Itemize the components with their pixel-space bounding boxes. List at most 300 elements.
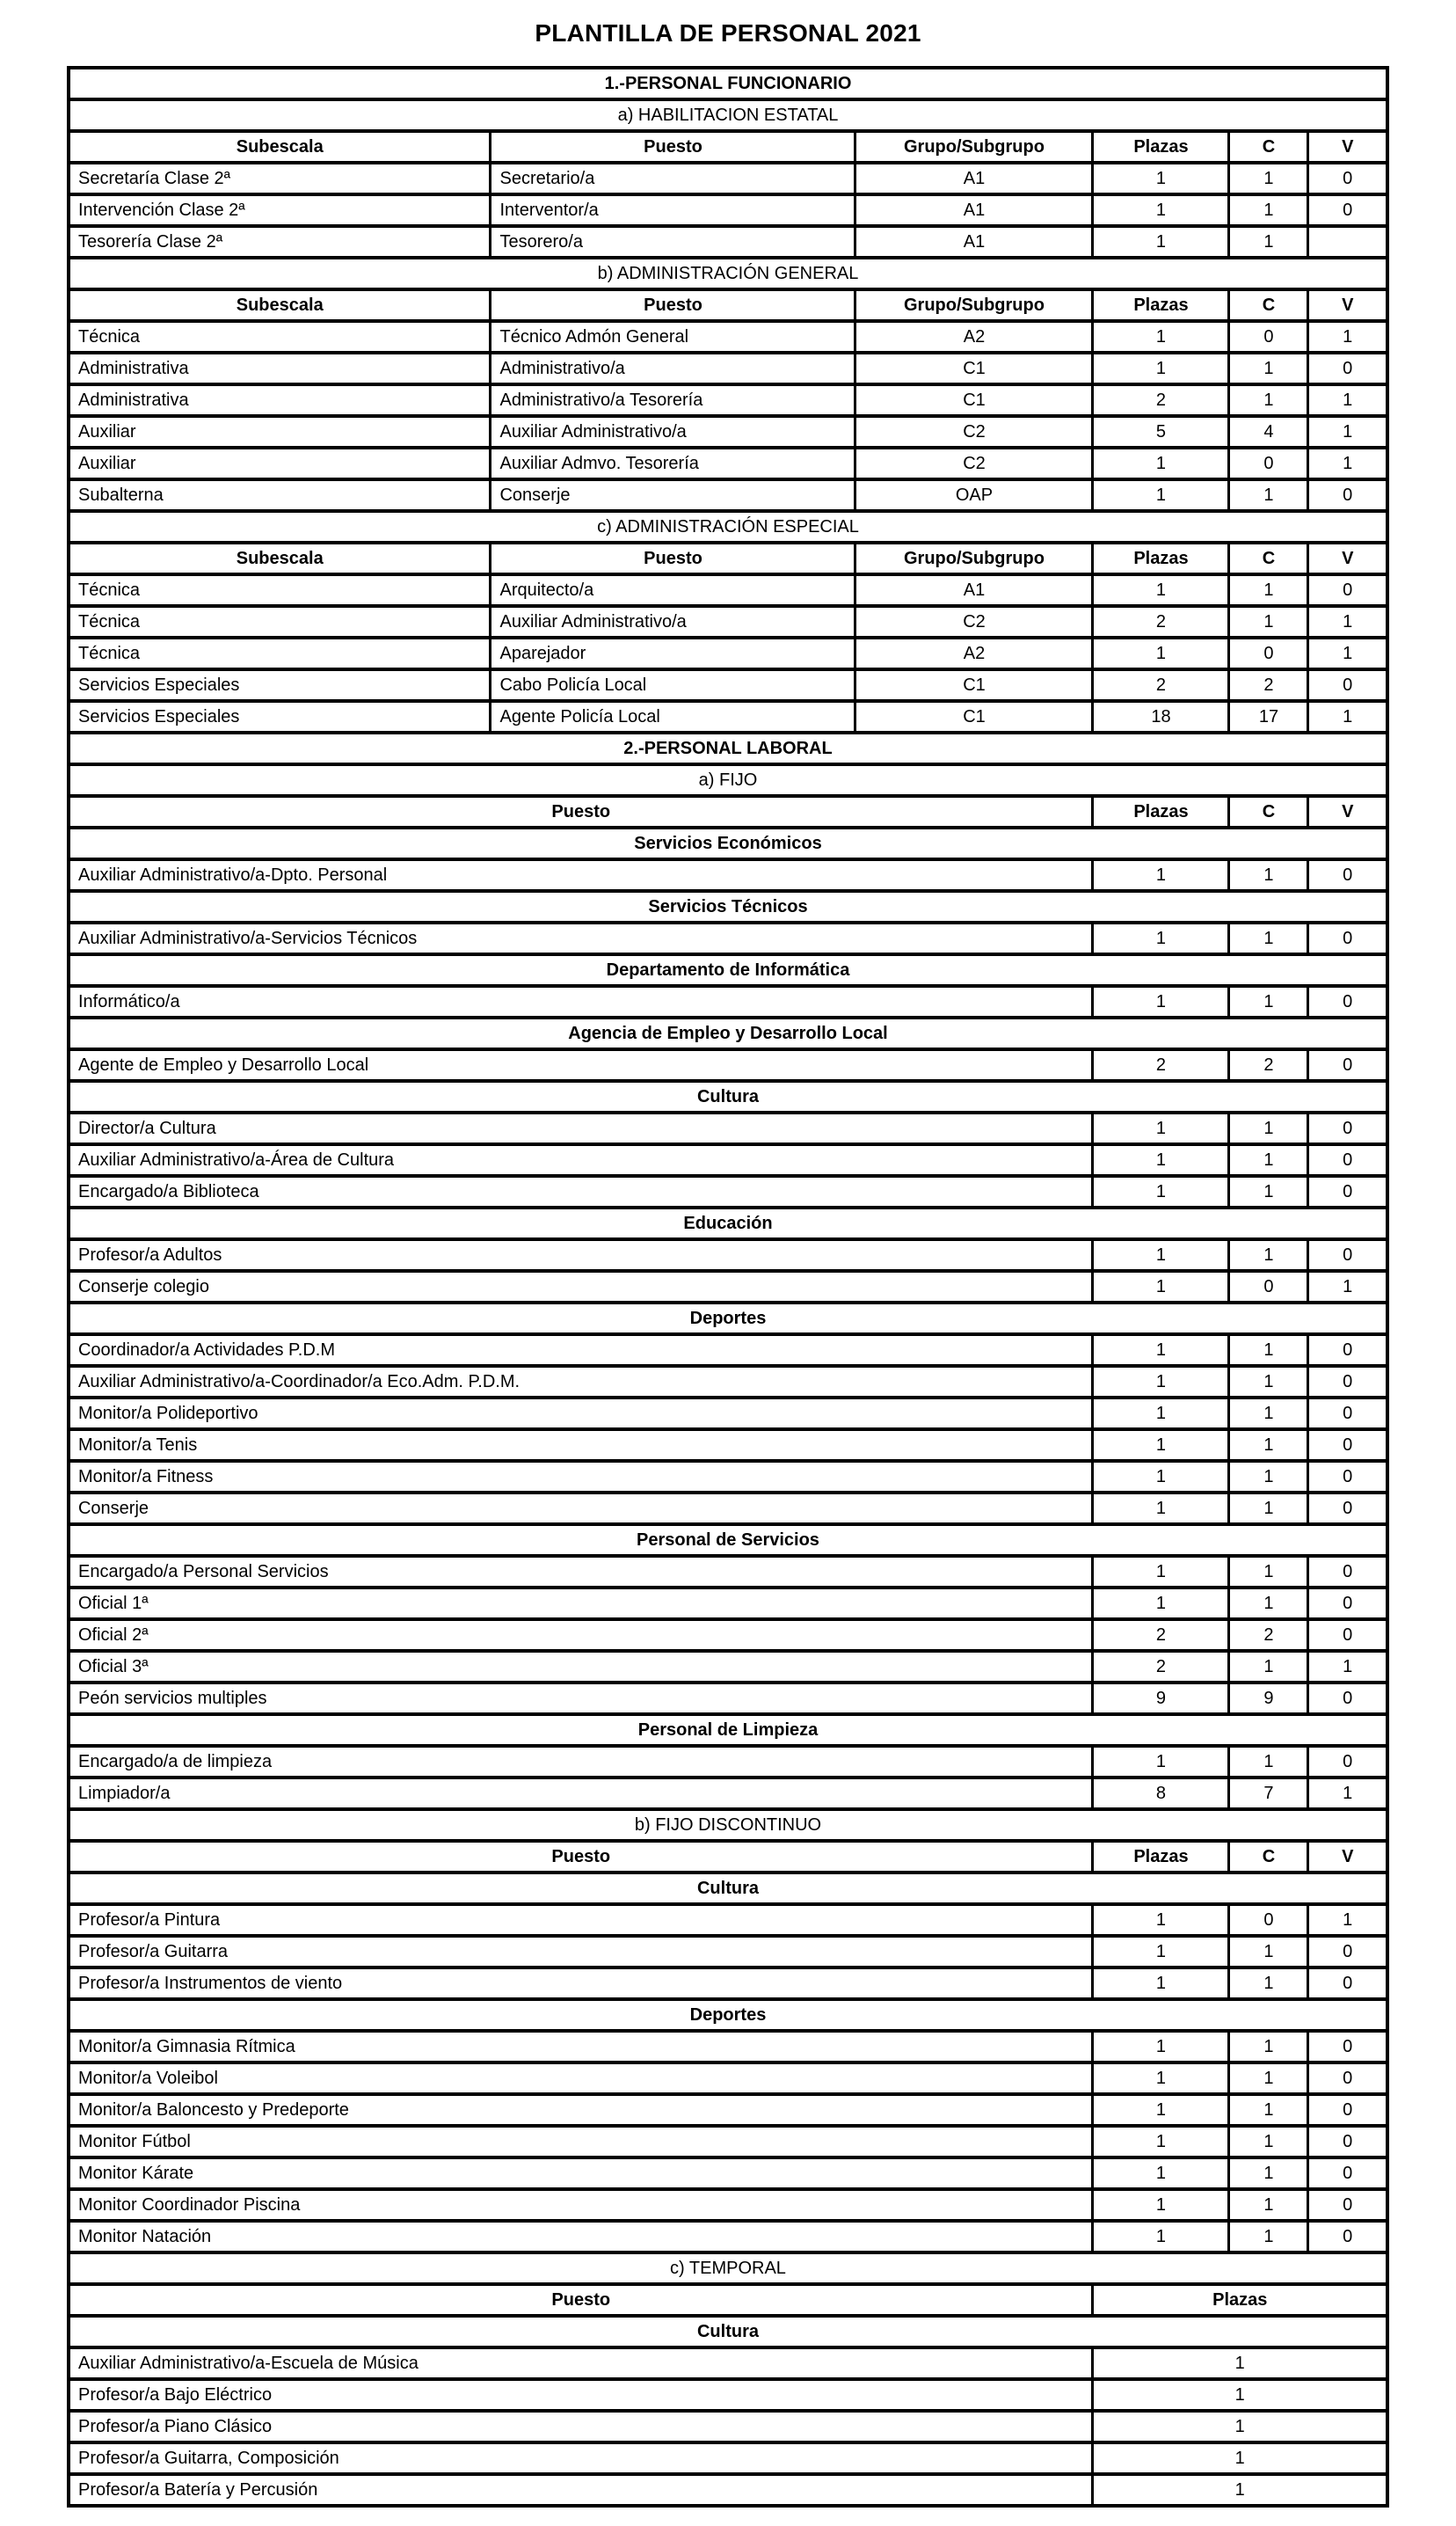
category-title: Agencia de Empleo y Desarrollo Local	[69, 1018, 1387, 1049]
cell-2: C1	[855, 701, 1093, 733]
cell-1: 1	[1093, 1366, 1229, 1398]
cell-5: 1	[1308, 384, 1387, 416]
cell-3: 1	[1093, 574, 1229, 606]
column-header-0: Subescala	[69, 131, 491, 163]
subsection-title: c) TEMPORAL	[69, 2252, 1387, 2284]
cell-0: Profesor/a Adultos	[69, 1239, 1093, 1271]
cell-0: Auxiliar	[69, 448, 491, 479]
cell-4: 1	[1229, 574, 1308, 606]
cell-4: 1	[1229, 163, 1308, 194]
table-row-category	[69, 1999, 1387, 2031]
table-row-data6	[69, 416, 1387, 448]
cell-2: C1	[855, 353, 1093, 384]
cell-0: Monitor/a Gimnasia Rítmica	[69, 2031, 1093, 2062]
cell-1: Interventor/a	[491, 194, 855, 226]
cell-2: 1	[1229, 2189, 1308, 2221]
cell-0: Auxiliar Administrativo/a-Servicios Técnicos	[69, 923, 1093, 954]
table-row-data4	[69, 2031, 1387, 2062]
table-row-category	[69, 1714, 1387, 1746]
cell-0: Técnica	[69, 321, 491, 353]
cell-0: Profesor/a Instrumentos de viento	[69, 1968, 1093, 1999]
cell-3: 0	[1308, 923, 1387, 954]
table-row-data4	[69, 1049, 1387, 1081]
cell-5: 0	[1308, 194, 1387, 226]
column-header-4: C	[1229, 543, 1308, 574]
cell-4: 1	[1229, 194, 1308, 226]
cell-0: Oficial 2ª	[69, 1619, 1093, 1651]
cell-1: 2	[1093, 1651, 1229, 1683]
cell-1: 1	[1093, 1398, 1229, 1429]
table-row-data6	[69, 479, 1387, 511]
staff-table	[67, 66, 1389, 2508]
cell-4: 1	[1229, 384, 1308, 416]
cell-1: 8	[1093, 1778, 1229, 1809]
cell-1: 1	[1093, 859, 1229, 891]
table-row-data4	[69, 1904, 1387, 1936]
column-header-1: Plazas	[1093, 796, 1229, 828]
table-row-category	[69, 1873, 1387, 1904]
table-row-category	[69, 1524, 1387, 1556]
category-title: Servicios Económicos	[69, 828, 1387, 859]
cell-3: 0	[1308, 1936, 1387, 1968]
table-row-subsection	[69, 764, 1387, 796]
table-row-data4	[69, 1778, 1387, 1809]
subsection-title: a) HABILITACION ESTATAL	[69, 99, 1387, 131]
cell-3: 2	[1093, 384, 1229, 416]
cell-1: Auxiliar Admvo. Tesorería	[491, 448, 855, 479]
column-header-0: Subescala	[69, 543, 491, 574]
cell-2: 1	[1229, 1144, 1308, 1176]
cell-3: 0	[1308, 1619, 1387, 1651]
cell-2: 1	[1229, 2031, 1308, 2062]
cell-1: Tesorero/a	[491, 226, 855, 258]
cell-0: Encargado/a Biblioteca	[69, 1176, 1093, 1208]
table-row-data6	[69, 353, 1387, 384]
cell-0: Oficial 1ª	[69, 1588, 1093, 1619]
cell-0: Técnica	[69, 638, 491, 669]
cell-4: 0	[1229, 638, 1308, 669]
cell-2: 1	[1229, 2157, 1308, 2189]
cell-3: 2	[1093, 606, 1229, 638]
cell-4: 0	[1229, 448, 1308, 479]
category-title: Departamento de Informática	[69, 954, 1387, 986]
cell-1: 2	[1093, 1619, 1229, 1651]
table-row-data4	[69, 2221, 1387, 2252]
cell-1: 1	[1093, 1113, 1229, 1144]
cell-2: 1	[1229, 1968, 1308, 1999]
cell-3: 0	[1308, 1334, 1387, 1366]
table-row-data4	[69, 2062, 1387, 2094]
column-header-5: V	[1308, 131, 1387, 163]
table-row-data4	[69, 1746, 1387, 1778]
category-title: Personal de Limpieza	[69, 1714, 1387, 1746]
cell-1: 1	[1093, 2189, 1229, 2221]
table-row-data6	[69, 669, 1387, 701]
table-row-data4	[69, 1619, 1387, 1651]
cell-2: 2	[1229, 1619, 1308, 1651]
cell-3: 0	[1308, 1493, 1387, 1524]
cell-4: 4	[1229, 416, 1308, 448]
subsection-title: b) ADMINISTRACIÓN GENERAL	[69, 258, 1387, 289]
table-row-data4	[69, 1936, 1387, 1968]
column-header-1: Puesto	[491, 131, 855, 163]
cell-1: 1	[1093, 2062, 1229, 2094]
cell-2: 1	[1229, 1588, 1308, 1619]
cell-2: 1	[1229, 1176, 1308, 1208]
cell-1: 1	[1093, 1493, 1229, 1524]
table-row-data4	[69, 1556, 1387, 1588]
cell-0: Técnica	[69, 606, 491, 638]
cell-3: 5	[1093, 416, 1229, 448]
cell-2: 1	[1229, 1113, 1308, 1144]
cell-3: 1	[1093, 226, 1229, 258]
cell-3: 0	[1308, 2062, 1387, 2094]
cell-1: 1	[1093, 1746, 1229, 1778]
cell-5: 1	[1308, 448, 1387, 479]
cell-1: Auxiliar Administrativo/a	[491, 606, 855, 638]
cell-1: 1	[1093, 2157, 1229, 2189]
column-header-1: Puesto	[491, 543, 855, 574]
table-row-data4	[69, 1683, 1387, 1714]
table-row-data4	[69, 1239, 1387, 1271]
section-title: 1.-PERSONAL FUNCIONARIO	[69, 68, 1387, 99]
table-row-data4	[69, 1429, 1387, 1461]
cell-5: 0	[1308, 479, 1387, 511]
column-header-3: V	[1308, 796, 1387, 828]
cell-3: 0	[1308, 2031, 1387, 2062]
column-header-5: V	[1308, 289, 1387, 321]
cell-3: 0	[1308, 2157, 1387, 2189]
cell-3: 2	[1093, 669, 1229, 701]
cell-2: 9	[1229, 1683, 1308, 1714]
table-row-data4	[69, 1398, 1387, 1429]
cell-3: 18	[1093, 701, 1229, 733]
cell-2: OAP	[855, 479, 1093, 511]
table-row-category	[69, 891, 1387, 923]
cell-1: Auxiliar Administrativo/a	[491, 416, 855, 448]
cell-2: 1	[1229, 1936, 1308, 1968]
cell-3: 1	[1093, 638, 1229, 669]
cell-1: 1	[1093, 2094, 1229, 2126]
cell-0: Informático/a	[69, 986, 1093, 1018]
cell-1: 1	[1093, 1588, 1229, 1619]
table-row-data4	[69, 2157, 1387, 2189]
cell-3: 1	[1308, 1651, 1387, 1683]
cell-0: Director/a Cultura	[69, 1113, 1093, 1144]
cell-3: 0	[1308, 1239, 1387, 1271]
cell-2: 1	[1229, 1461, 1308, 1493]
section-title: 2.-PERSONAL LABORAL	[69, 733, 1387, 764]
cell-2: C1	[855, 669, 1093, 701]
column-header-2: Grupo/Subgrupo	[855, 131, 1093, 163]
cell-2: A2	[855, 321, 1093, 353]
cell-4: 2	[1229, 669, 1308, 701]
cell-2: 1	[1229, 1556, 1308, 1588]
cell-1: 1	[1093, 2442, 1387, 2474]
cell-0: Limpiador/a	[69, 1778, 1093, 1809]
table-row-category	[69, 1208, 1387, 1239]
cell-3: 0	[1308, 1366, 1387, 1398]
cell-2: 1	[1229, 1493, 1308, 1524]
cell-0: Administrativa	[69, 384, 491, 416]
table-row-subsection	[69, 258, 1387, 289]
cell-2: 2	[1229, 1049, 1308, 1081]
cell-0: Servicios Especiales	[69, 669, 491, 701]
table-row-data4	[69, 1461, 1387, 1493]
cell-3: 1	[1093, 321, 1229, 353]
cell-5: 0	[1308, 669, 1387, 701]
table-row-data4	[69, 859, 1387, 891]
cell-2: C1	[855, 384, 1093, 416]
cell-1: 1	[1093, 923, 1229, 954]
cell-0: Oficial 3ª	[69, 1651, 1093, 1683]
table-row-category	[69, 1018, 1387, 1049]
cell-3: 0	[1308, 1049, 1387, 1081]
table-row-data4	[69, 1493, 1387, 1524]
cell-1: 1	[1093, 1144, 1229, 1176]
category-title: Deportes	[69, 1999, 1387, 2031]
column-header-4: C	[1229, 131, 1308, 163]
cell-1: 1	[1093, 1271, 1229, 1303]
cell-0: Profesor/a Bajo Eléctrico	[69, 2379, 1093, 2411]
page-title: PLANTILLA DE PERSONAL 2021	[535, 19, 921, 47]
column-header-1: Plazas	[1093, 1841, 1229, 1873]
cell-0: Auxiliar Administrativo/a-Dpto. Personal	[69, 859, 1093, 891]
column-header-1: Puesto	[491, 289, 855, 321]
cell-1: Administrativo/a Tesorería	[491, 384, 855, 416]
cell-1: 2	[1093, 1049, 1229, 1081]
subsection-title: c) ADMINISTRACIÓN ESPECIAL	[69, 511, 1387, 543]
cell-5: 0	[1308, 163, 1387, 194]
column-header-3: Plazas	[1093, 289, 1229, 321]
table-row-data6	[69, 226, 1387, 258]
cell-1: Técnico Admón General	[491, 321, 855, 353]
cell-5: 1	[1308, 638, 1387, 669]
cell-2: 1	[1229, 1651, 1308, 1683]
table-row-header6	[69, 543, 1387, 574]
cell-0: Subalterna	[69, 479, 491, 511]
cell-0: Encargado/a de limpieza	[69, 1746, 1093, 1778]
category-title: Cultura	[69, 1873, 1387, 1904]
column-header-2: C	[1229, 796, 1308, 828]
table-row-data6	[69, 606, 1387, 638]
cell-1: 1	[1093, 2031, 1229, 2062]
cell-4: 17	[1229, 701, 1308, 733]
cell-0: Profesor/a Pintura	[69, 1904, 1093, 1936]
table-row-subsection	[69, 99, 1387, 131]
cell-2: 1	[1229, 2062, 1308, 2094]
cell-2: 1	[1229, 1334, 1308, 1366]
cell-0: Profesor/a Guitarra, Composición	[69, 2442, 1093, 2474]
table-row-data6	[69, 321, 1387, 353]
cell-4: 0	[1229, 321, 1308, 353]
table-row-header6	[69, 131, 1387, 163]
cell-0: Monitor Coordinador Piscina	[69, 2189, 1093, 2221]
table-row-data6	[69, 701, 1387, 733]
cell-3: 0	[1308, 1461, 1387, 1493]
cell-1: Secretario/a	[491, 163, 855, 194]
table-row-data4	[69, 986, 1387, 1018]
cell-3: 1	[1093, 448, 1229, 479]
cell-1: 1	[1093, 2474, 1387, 2506]
cell-4: 1	[1229, 353, 1308, 384]
table-row-data2	[69, 2411, 1387, 2442]
cell-4: 1	[1229, 479, 1308, 511]
cell-3: 0	[1308, 1144, 1387, 1176]
table-row-data6	[69, 384, 1387, 416]
cell-1: 1	[1093, 1461, 1229, 1493]
cell-5: 0	[1308, 574, 1387, 606]
column-header-5: V	[1308, 543, 1387, 574]
cell-1: 1	[1093, 1176, 1229, 1208]
table-row-data6	[69, 163, 1387, 194]
cell-1: 9	[1093, 1683, 1229, 1714]
table-row-section	[69, 733, 1387, 764]
cell-3: 1	[1093, 479, 1229, 511]
cell-0: Secretaría Clase 2ª	[69, 163, 491, 194]
table-row-data2	[69, 2474, 1387, 2506]
cell-4: 1	[1229, 606, 1308, 638]
category-title: Educación	[69, 1208, 1387, 1239]
cell-0: Tesorería Clase 2ª	[69, 226, 491, 258]
cell-2: 1	[1229, 1746, 1308, 1778]
cell-2: 1	[1229, 923, 1308, 954]
cell-1: Conserje	[491, 479, 855, 511]
table-row-data6	[69, 638, 1387, 669]
cell-3: 0	[1308, 2189, 1387, 2221]
cell-2: 1	[1229, 2221, 1308, 2252]
cell-3: 0	[1308, 1398, 1387, 1429]
cell-1: 1	[1093, 1936, 1229, 1968]
cell-1: 1	[1093, 2411, 1387, 2442]
cell-1: 1	[1093, 1968, 1229, 1999]
subsection-title: b) FIJO DISCONTINUO	[69, 1809, 1387, 1841]
cell-3: 1	[1093, 194, 1229, 226]
cell-0: Monitor/a Baloncesto y Predeporte	[69, 2094, 1093, 2126]
column-header-2: Grupo/Subgrupo	[855, 543, 1093, 574]
cell-0: Auxiliar	[69, 416, 491, 448]
cell-2: 1	[1229, 1398, 1308, 1429]
cell-0: Auxiliar Administrativo/a-Escuela de Música	[69, 2347, 1093, 2379]
cell-2: 1	[1229, 1366, 1308, 1398]
cell-3: 0	[1308, 1968, 1387, 1999]
column-header-0: Subescala	[69, 289, 491, 321]
cell-0: Auxiliar Administrativo/a-Área de Cultura	[69, 1144, 1093, 1176]
category-title: Cultura	[69, 1081, 1387, 1113]
cell-3: 0	[1308, 2221, 1387, 2252]
category-title: Servicios Técnicos	[69, 891, 1387, 923]
column-header-0: Puesto	[69, 796, 1093, 828]
cell-0: Auxiliar Administrativo/a-Coordinador/a Eco.Adm. P.D.M.	[69, 1366, 1093, 1398]
cell-0: Administrativa	[69, 353, 491, 384]
cell-0: Técnica	[69, 574, 491, 606]
cell-3: 0	[1308, 1429, 1387, 1461]
cell-0: Monitor/a Voleibol	[69, 2062, 1093, 2094]
table-row-data2	[69, 2379, 1387, 2411]
table-row-header2	[69, 2284, 1387, 2316]
cell-3: 0	[1308, 2126, 1387, 2157]
cell-0: Profesor/a Batería y Percusión	[69, 2474, 1093, 2506]
cell-3: 0	[1308, 986, 1387, 1018]
cell-2: 0	[1229, 1904, 1308, 1936]
column-header-3: Plazas	[1093, 543, 1229, 574]
cell-3: 0	[1308, 1683, 1387, 1714]
cell-1: Aparejador	[491, 638, 855, 669]
cell-2: 1	[1229, 1429, 1308, 1461]
cell-2: A1	[855, 163, 1093, 194]
cell-0: Conserje	[69, 1493, 1093, 1524]
cell-5: 1	[1308, 701, 1387, 733]
table-row-data4	[69, 923, 1387, 954]
cell-5: 1	[1308, 321, 1387, 353]
cell-2: 1	[1229, 986, 1308, 1018]
cell-2: 1	[1229, 859, 1308, 891]
cell-1: 1	[1093, 986, 1229, 1018]
cell-5: 0	[1308, 353, 1387, 384]
table-row-data4	[69, 2094, 1387, 2126]
category-title: Deportes	[69, 1303, 1387, 1334]
cell-2: 0	[1229, 1271, 1308, 1303]
table-row-data4	[69, 1968, 1387, 1999]
column-header-1: Plazas	[1093, 2284, 1387, 2316]
table-row-data2	[69, 2442, 1387, 2474]
table-row-subsection	[69, 2252, 1387, 2284]
table-row-subsection	[69, 511, 1387, 543]
cell-3: 0	[1308, 859, 1387, 891]
cell-3: 1	[1093, 353, 1229, 384]
cell-0: Monitor Kárate	[69, 2157, 1093, 2189]
cell-5	[1308, 226, 1387, 258]
table-row-data4	[69, 1366, 1387, 1398]
cell-2: C2	[855, 448, 1093, 479]
cell-0: Monitor Natación	[69, 2221, 1093, 2252]
cell-2: 7	[1229, 1778, 1308, 1809]
cell-0: Servicios Especiales	[69, 701, 491, 733]
column-header-0: Puesto	[69, 1841, 1093, 1873]
table-row-data4	[69, 1588, 1387, 1619]
column-header-0: Puesto	[69, 2284, 1093, 2316]
cell-0: Agente de Empleo y Desarrollo Local	[69, 1049, 1093, 1081]
cell-3: 0	[1308, 1588, 1387, 1619]
staff-table-body	[69, 68, 1387, 2506]
column-header-4: C	[1229, 289, 1308, 321]
table-row-category	[69, 954, 1387, 986]
cell-5: 1	[1308, 416, 1387, 448]
cell-1: 1	[1093, 1556, 1229, 1588]
table-row-category	[69, 1303, 1387, 1334]
cell-3: 1	[1308, 1271, 1387, 1303]
column-header-2: Grupo/Subgrupo	[855, 289, 1093, 321]
table-row-category	[69, 1081, 1387, 1113]
cell-2: C2	[855, 416, 1093, 448]
cell-5: 1	[1308, 606, 1387, 638]
table-row-category	[69, 828, 1387, 859]
table-row-data6	[69, 194, 1387, 226]
cell-1: Cabo Policía Local	[491, 669, 855, 701]
subsection-title: a) FIJO	[69, 764, 1387, 796]
table-row-header4	[69, 796, 1387, 828]
cell-1: 1	[1093, 1429, 1229, 1461]
column-header-3: V	[1308, 1841, 1387, 1873]
cell-1: 1	[1093, 2347, 1387, 2379]
table-row-subsection	[69, 1809, 1387, 1841]
cell-0: Monitor/a Polideportivo	[69, 1398, 1093, 1429]
cell-0: Peón servicios multiples	[69, 1683, 1093, 1714]
cell-1: 1	[1093, 1904, 1229, 1936]
cell-3: 1	[1093, 163, 1229, 194]
cell-3: 1	[1308, 1778, 1387, 1809]
table-row-data6	[69, 448, 1387, 479]
